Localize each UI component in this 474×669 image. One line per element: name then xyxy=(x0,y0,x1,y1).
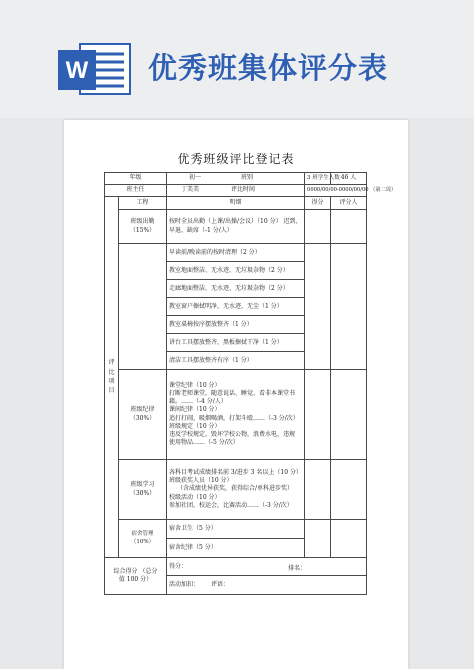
time-value: 0000/00/00-0000/00/00 （第二周） xyxy=(305,185,367,197)
category-name xyxy=(119,244,167,370)
score-cell[interactable] xyxy=(305,244,331,370)
info-row-2 xyxy=(105,185,367,197)
category-row xyxy=(105,460,367,520)
event-field[interactable]: 活动加扣： 评语： xyxy=(169,581,229,588)
category-row xyxy=(105,210,367,244)
form-title: 优秀班级评比登记表 xyxy=(177,152,295,166)
rater-cell[interactable] xyxy=(331,370,367,460)
teacher-value: 丁美美 评比时间 xyxy=(167,185,305,197)
students-label: 3 班学生人数 xyxy=(305,173,331,185)
score-cell[interactable] xyxy=(305,370,331,460)
document-page xyxy=(64,120,408,669)
rater-cell[interactable] xyxy=(331,244,367,370)
col-rater: 评分人 xyxy=(331,197,367,210)
rater-cell[interactable] xyxy=(331,520,367,558)
col-detail: 明细 xyxy=(167,197,305,210)
rater-cell[interactable] xyxy=(331,460,367,520)
evaluation-table xyxy=(104,172,397,595)
col-item: 工程 xyxy=(119,197,167,210)
score-field[interactable]: 得分： 排名： xyxy=(167,558,366,576)
svg-text:W: W xyxy=(65,57,89,84)
column-header-row xyxy=(105,197,367,210)
summary-content xyxy=(167,558,367,595)
category-name: 班级学习 （30%） xyxy=(119,460,167,520)
category-details: 课堂纪律（10 分） 打断老师课堂，随意说话、睡觉、看非本课堂书籍。……（-4 分/人） 课间纪律（10 分） 追打打闹，吸烟喝酒，打架斗殴……（-3 分/次） 班级规定（10 分） 违反学校规定，毁坏学校公物，浪费水电，违规 使用物品……（-5 分/次） xyxy=(167,370,305,460)
score-cell[interactable] xyxy=(305,210,331,244)
page-title: 优秀班集体评分表 xyxy=(148,51,389,85)
category-details: 宿舍卫生（5 分） 宿舍纪律（5 分） xyxy=(167,520,305,558)
info-row-1 xyxy=(105,173,367,185)
score-cell[interactable] xyxy=(305,520,331,558)
teacher-label: 班主任 xyxy=(105,185,167,197)
time-label: 评比时间 xyxy=(230,186,255,194)
remark-field: 评语： xyxy=(210,581,229,588)
summary-row xyxy=(105,558,367,595)
category-details: 早读前/晚读前的按时清理（2 分） 教室地面整洁、无水迹、无垃圾杂物（2 分） 走廊地面整洁、无水迹、无垃圾杂物（2 分） 教室窗户擦拭明净，无水迹，无尘（1 分） 教室桌椅按序摆放整齐（1 分） 讲台工具摆放整齐，黑板擦拭干净（1 分） 清洁工具摆放整齐有序（1 分） xyxy=(167,244,305,370)
category-row xyxy=(105,370,367,460)
category-row xyxy=(105,520,367,558)
rank-field: 排名： xyxy=(288,565,307,572)
banner xyxy=(0,0,474,118)
rater-cell[interactable] xyxy=(331,210,367,244)
section-label: 评 比 项 目 xyxy=(105,197,119,558)
category-details: 按时全员出勤（上课/出操/会议）（10 分） 迟到、早退、缺席（-1 分/人） xyxy=(167,210,305,244)
class-label: 班别 xyxy=(240,174,253,182)
summary-label: 综合得分 （总分 值 100 分） xyxy=(105,558,167,595)
word-icon xyxy=(58,40,132,98)
col-score: 得分 xyxy=(305,197,331,210)
category-row xyxy=(105,244,367,370)
category-name: 宿舍管理 （10%） xyxy=(119,520,167,558)
grade-label: 年级 xyxy=(105,173,167,185)
score-cell[interactable] xyxy=(305,460,331,520)
grade-value: 初一 班别 xyxy=(167,173,305,185)
category-name: 班级出勤 （15%） xyxy=(119,210,167,244)
category-name: 班级纪律 （30%） xyxy=(119,370,167,460)
students-value: 46 人 xyxy=(331,173,367,185)
category-details: 各科目考试成绩排名前 3/进步 3 名以上（10 分） 班级获奖人员（10 分） （含成绩优异获奖，获得综合/单科进步奖） 校级活动（10 分） 参加社团，校运会，比赛活动……（-3 分/次） xyxy=(167,460,305,520)
